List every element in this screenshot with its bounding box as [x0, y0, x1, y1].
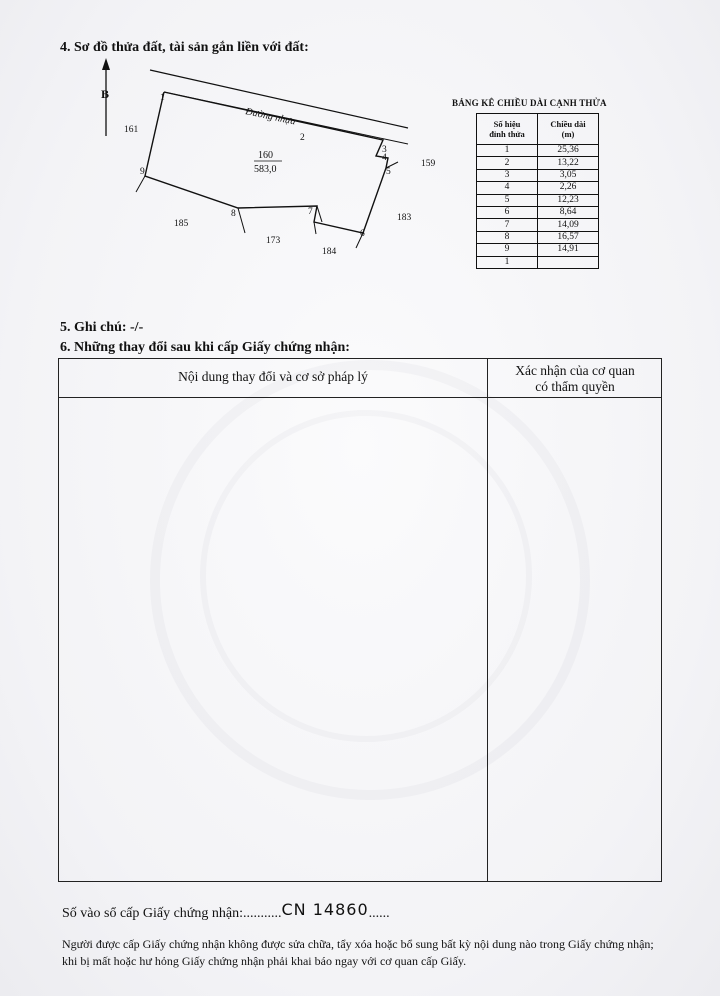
north-label: B [101, 87, 110, 101]
boundary-stub-9 [136, 176, 145, 192]
vertex-8: 8 [231, 209, 236, 219]
lengths-row [477, 231, 599, 243]
length-cell [538, 256, 599, 268]
neighbor-184: 184 [322, 247, 337, 257]
changes-content-header: Nội dung thay đổi và cơ sở pháp lý [178, 369, 368, 384]
lengths-row [477, 194, 599, 206]
length-cell: 14,09 [538, 219, 599, 231]
vertex-cell: 9 [477, 244, 538, 256]
section-5-heading: 5. Ghi chú: -/- [60, 320, 144, 335]
lengths-table-title: BẢNG KÊ CHIỀU DÀI CẠNH THỬA [452, 98, 607, 108]
length-cell: 8,64 [538, 206, 599, 218]
lengths-row [477, 206, 599, 218]
vertex-cell: 1 [477, 256, 538, 268]
parcel-number: 160 [258, 150, 273, 161]
north-arrow-head [102, 58, 110, 70]
section-6-heading: 6. Những thay đổi sau khi cấp Giấy chứng nhận: [60, 340, 350, 355]
length-column-header [538, 114, 599, 145]
vertex-1: 1 [160, 93, 165, 103]
lengths-row [477, 244, 599, 256]
vertex-cell: 4 [477, 182, 538, 194]
vertex-cell: 1 [477, 145, 538, 157]
length-cell: 14,91 [538, 244, 599, 256]
vertex-cell: 2 [477, 157, 538, 169]
length-header-line2: (m) [561, 129, 575, 139]
vertex-2: 2 [300, 133, 305, 143]
lengths-row [477, 169, 599, 181]
length-cell: 2,26 [538, 182, 599, 194]
footer-note: Người được cấp Giấy chứng nhận không được sửa chữa, tẩy xóa hoặc bổ sung bất kỳ nội dung nào trong Giấy chứng nhận; khi bị mất hoặc hư hỏng Giấy chứng nhận phải khai báo ngay với cơ quan cấp Giấy. [62, 937, 654, 968]
neighbor-161: 161 [124, 125, 139, 135]
neighbor-183: 183 [397, 213, 412, 223]
boundary-stub-7 [314, 222, 316, 234]
registration-dots-before: ........... [243, 906, 282, 921]
length-cell: 3,05 [538, 169, 599, 181]
registration-dots-after: ...... [368, 906, 390, 921]
length-cell: 16,57 [538, 231, 599, 243]
vertex-cell: 5 [477, 194, 538, 206]
lengths-row [477, 182, 599, 194]
registration-number: CN 14860 [281, 900, 369, 919]
length-cell: 12,23 [538, 194, 599, 206]
vertex-cell: 8 [477, 231, 538, 243]
vertex-cell: 6 [477, 206, 538, 218]
registration-number-row [62, 902, 390, 922]
vertex-cell: 3 [477, 169, 538, 181]
neighbor-173: 173 [266, 236, 281, 246]
vertex-column-header [477, 114, 538, 145]
lengths-row [477, 219, 599, 231]
neighbor-185: 185 [174, 219, 189, 229]
road-label: Đường nhựa [244, 106, 297, 128]
changes-table-column-divider [487, 359, 488, 881]
parcel-area: 583,0 [254, 164, 277, 175]
lengths-row [477, 145, 599, 157]
changes-table [58, 358, 662, 882]
vertex-5: 5 [386, 167, 391, 177]
registration-label: Số vào sổ cấp Giấy chứng nhận: [62, 906, 243, 921]
boundary-stub-8 [238, 208, 245, 233]
length-header-line1: Chiều dài [550, 119, 586, 129]
vertex-header-line1: Số hiệu [493, 119, 521, 129]
lengths-row [477, 256, 599, 268]
lengths-table [476, 113, 599, 269]
vertex-3: 3 [382, 145, 387, 155]
changes-authority-header [489, 363, 661, 395]
changes-table-header-divider [59, 397, 661, 398]
vertex-header-line2: đỉnh thửa [489, 129, 525, 139]
section-4-heading: 4. Sơ đồ thửa đất, tài sản gắn liền với đất: [60, 40, 309, 55]
vertex-7: 7 [308, 207, 313, 217]
vertex-cell: 7 [477, 219, 538, 231]
authority-header-line1: Xác nhận của cơ quan [515, 363, 635, 378]
length-cell: 13,22 [538, 157, 599, 169]
lengths-row [477, 157, 599, 169]
parcel-sketch [90, 58, 450, 278]
neighbor-159: 159 [421, 159, 436, 169]
vertex-4: 4 [382, 153, 387, 163]
boundary-stub-7b [317, 206, 322, 222]
authority-header-line2: có thẩm quyền [535, 379, 615, 394]
vertex-9: 9 [140, 167, 145, 177]
vertex-6: 6 [360, 229, 365, 239]
length-cell: 25,36 [538, 145, 599, 157]
